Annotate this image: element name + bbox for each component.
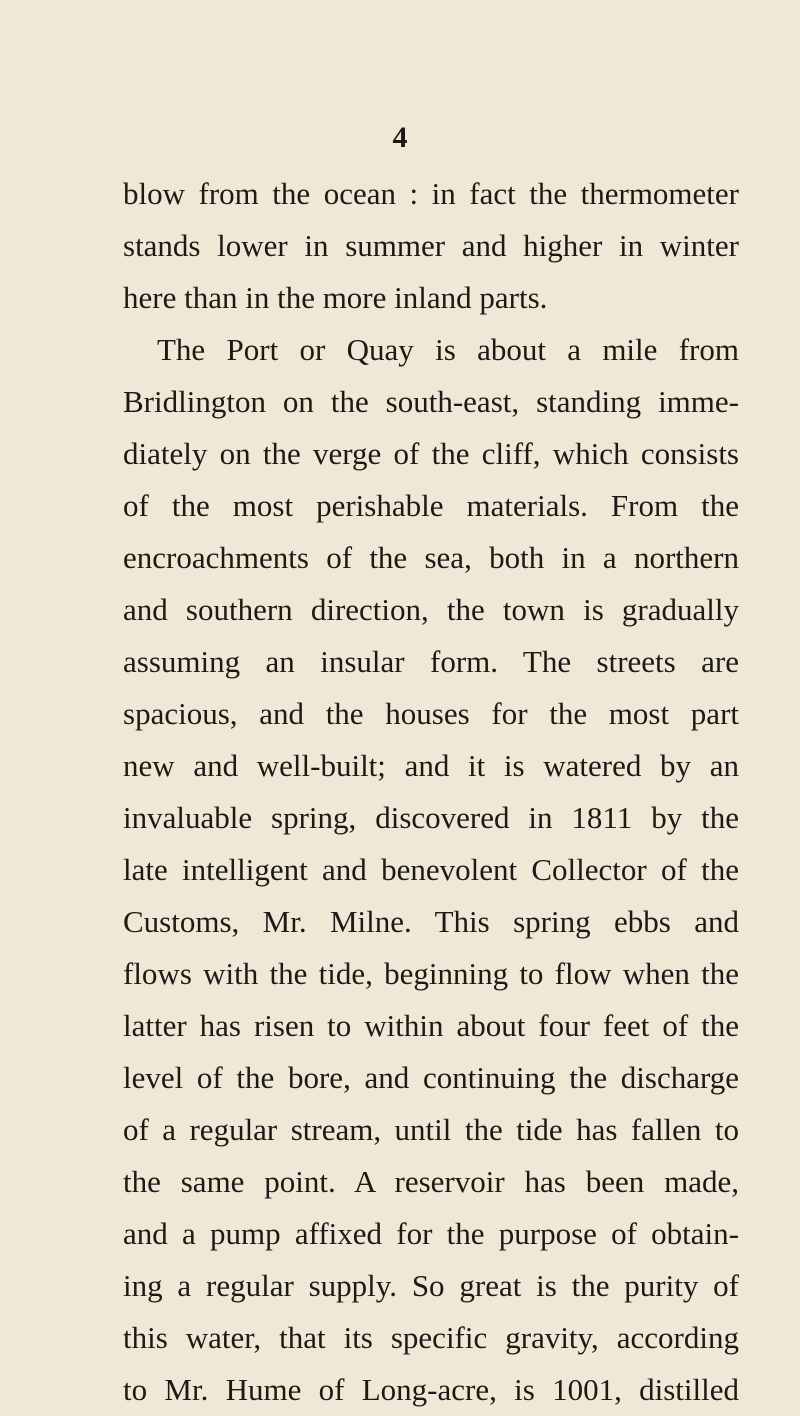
text-line: Bridlington on the south-east, standing imme- [123,384,739,419]
text-line: and southern direction, the town is gradually [123,592,739,627]
text-line: level of the bore, and continuing the discharge [123,1060,739,1095]
text-line: of the most perishable materials. From the [123,488,739,523]
text-line: stands lower in summer and higher in winter [123,228,739,263]
text-line: flows with the tide, beginning to flow when the [123,956,739,991]
text-line: to Mr. Hume of Long-acre, is 1001, distilled [123,1372,739,1407]
text-line: blow from the ocean : in fact the thermometer [123,176,739,211]
text-line: late intelligent and benevolent Collector of the [123,852,739,887]
body-text [123,168,739,1416]
text-line: new and well-built; and it is watered by an [123,748,739,783]
text-line: of a regular stream, until the tide has fallen to [123,1112,739,1147]
text-line: assuming an insular form. The streets are [123,644,739,679]
text-line: and a pump affixed for the purpose of obtain- [123,1216,739,1251]
text-line: this water, that its specific gravity, according [123,1320,739,1355]
text-line: diately on the verge of the cliff, which consists [123,436,739,471]
text-line: spacious, and the houses for the most part [123,696,739,731]
text-line: encroachments of the sea, both in a northern [123,540,739,575]
text-line: latter has risen to within about four feet of the [123,1008,739,1043]
text-line: here than in the more inland parts. [123,280,548,315]
text-line: The Port or Quay is about a mile from [157,332,739,367]
text-line: Customs, Mr. Milne. This spring ebbs and [123,904,739,939]
page-number: 4 [392,121,408,154]
text-line: ing a regular supply. So great is the purity of [123,1268,739,1303]
text-line: the same point. A reservoir has been made, [123,1164,739,1199]
text-line: invaluable spring, discovered in 1811 by the [123,800,739,835]
